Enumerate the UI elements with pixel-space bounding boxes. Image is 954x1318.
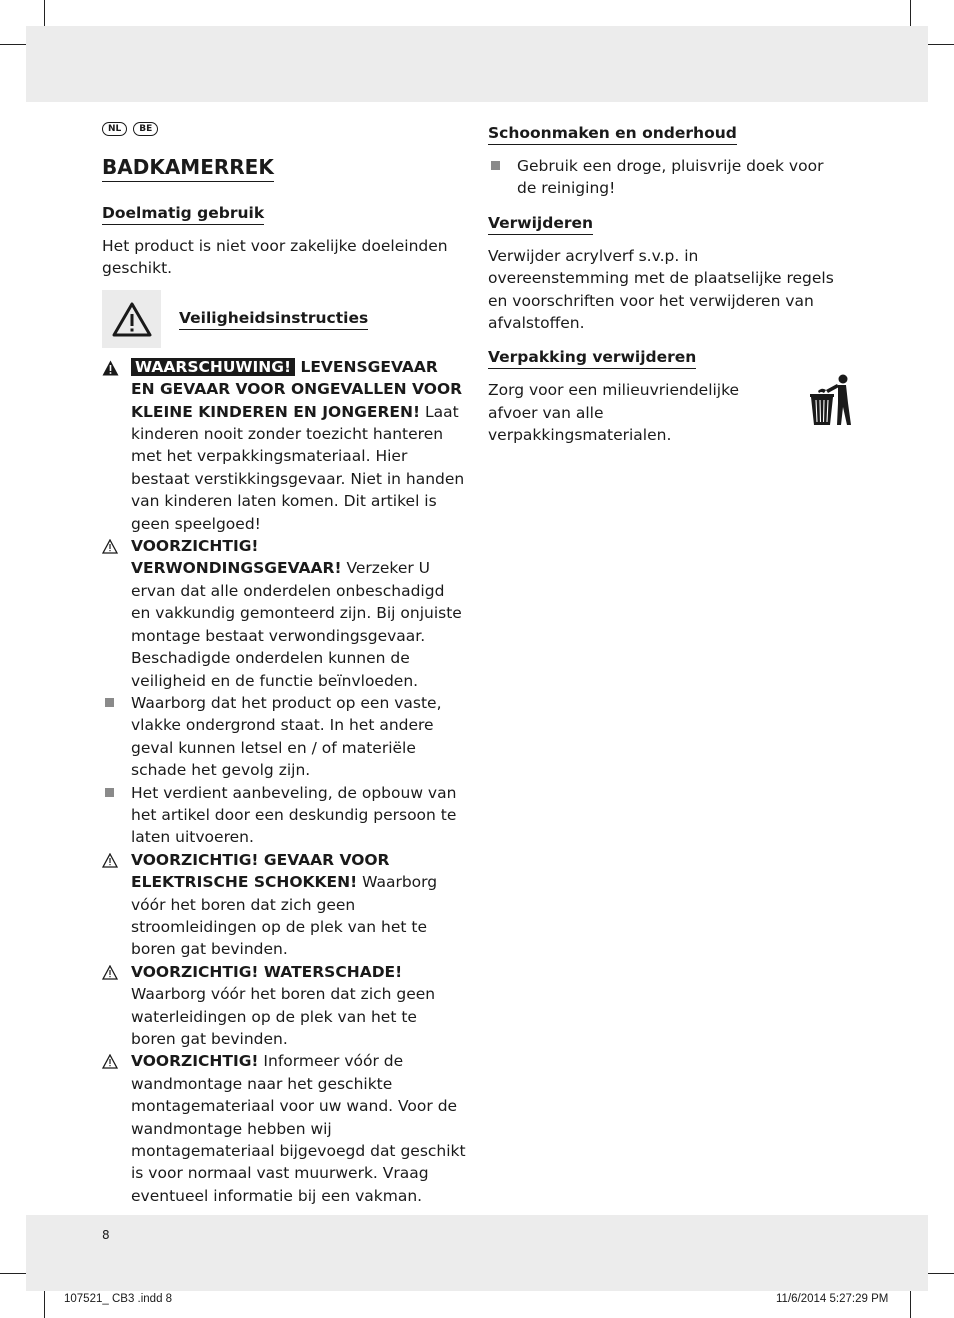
caution-triangle-icon <box>102 853 118 868</box>
square-bullet-icon <box>491 161 500 170</box>
packaging-heading: Verpakking verwijderen <box>488 347 696 369</box>
right-column <box>488 122 840 447</box>
caution-bold-text: VOORZICHTIG! WATERSCHADE! <box>131 962 403 981</box>
caution-item <box>102 535 466 692</box>
cleaning-text: Gebruik een droge, pluisvrije doek voor de reiniging! <box>517 157 824 198</box>
caution-item <box>102 961 466 1051</box>
crop-mark <box>928 44 954 45</box>
intended-use-heading: Doelmatig gebruik <box>102 203 264 225</box>
bullet-item <box>102 692 466 782</box>
caution-triangle-icon <box>102 539 118 554</box>
print-slug-file: 107521_ CB3 .indd 8 <box>64 1293 173 1305</box>
warning-text: Laat kinderen nooit zonder toezicht hanteren met het verpakkingsmateriaal. Hier bestaat verstikkingsgevaar. Niet in handen van kinderen laten komen. Dit artikel is geen speelgoed! <box>131 402 465 533</box>
crop-mark <box>928 1273 954 1274</box>
crop-mark <box>0 1273 26 1274</box>
caution-bold-text: VOORZICHTIG! GEVAAR VOOR ELEKTRISCHE SCHOKKEN! <box>131 850 390 892</box>
warning-filled-icon <box>102 360 119 376</box>
packaging-block <box>488 379 840 446</box>
safety-heading: Veiligheidsinstructies <box>179 308 368 330</box>
caution-bold-text: VOORZICHTIG! VERWONDINGSGEVAAR! <box>131 537 342 578</box>
caution-triangle-icon <box>102 1054 118 1069</box>
waste-bin-person-icon <box>808 373 852 427</box>
lang-badge-be: BE <box>133 122 158 136</box>
disposal-heading: Verwijderen <box>488 213 593 235</box>
language-badges <box>102 122 466 136</box>
caution-text: Informeer vóór de wandmontage naar het geschikte montagemateriaal voor uw wand. Voor de wandmontage hebben wij montagemateriaal bijgevoegd dat geschikt is voor normaal vast muurwerk. Vraag eventueel informatie bij een vakman. <box>131 1052 466 1205</box>
bullet-item <box>102 782 466 849</box>
page-number: 8 <box>102 1228 110 1242</box>
cleaning-item <box>488 155 840 200</box>
disposal-text: Verwijder acrylverf s.v.p. in overeenstemming met de plaatselijke regels en voorschriften voor het verwijderen van afvalstoffen. <box>488 246 834 333</box>
square-bullet-icon <box>105 788 114 797</box>
warning-bold-text: LEVENSGEVAAR EN GEVAAR VOOR ONGEVALLEN VOOR KLEINE KINDEREN EN JONGEREN! <box>131 357 463 421</box>
lang-badge-nl: NL <box>102 122 127 136</box>
caution-text: Waarborg vóór het boren dat zich geen stroomleidingen op de plek van het te boren gat bevinden. <box>131 873 438 959</box>
caution-text: Waarborg vóór het boren dat zich geen waterleidingen op de plek van het te boren gat bevinden. <box>131 985 436 1048</box>
caution-item <box>102 849 466 961</box>
crop-mark <box>44 1291 45 1318</box>
cleaning-heading: Schoonmaken en onderhoud <box>488 123 737 145</box>
square-bullet-icon <box>105 698 114 707</box>
left-column <box>102 122 466 1207</box>
safety-header <box>102 290 466 348</box>
crop-mark <box>0 44 26 45</box>
caution-bold-text: VOORZICHTIG! <box>131 1052 259 1071</box>
warning-triangle-icon <box>102 290 161 348</box>
caution-triangle-icon <box>102 965 118 980</box>
caution-item <box>102 1050 466 1207</box>
print-slug-date: 11/6/2014 5:27:29 PM <box>776 1293 889 1305</box>
crop-mark <box>910 0 911 26</box>
top-gray-band <box>26 26 928 102</box>
page-title: BADKAMERREK <box>102 154 274 182</box>
warning-item <box>102 356 466 535</box>
bullet-text: Het verdient aanbeveling, de opbouw van het artikel door een deskundig persoon te laten uitvoeren. <box>131 783 457 847</box>
bullet-text: Waarborg dat het product op een vaste, vlakke ondergrond staat. In het andere geval kunnen letsel en / of materiële schade het gevolg zijn. <box>131 693 442 780</box>
intended-use-text: Het product is niet voor zakelijke doeleinden geschikt. <box>102 237 448 278</box>
caution-text: Verzeker U ervan dat alle onderdelen onbeschadigd en vakkundig gemonteerd zijn. Bij onjuiste montage bestaat verwondingsgevaar. Beschadigde onderdelen kunnen de veiligheid en de functie beïnvloeden. <box>131 559 462 690</box>
crop-mark <box>910 1291 911 1318</box>
packaging-text: Zorg voor een milieuvriendelijke afvoer van alle verpakkingsmaterialen. <box>488 381 740 445</box>
warning-badge: WAARSCHUWING! <box>131 358 295 376</box>
bottom-gray-band <box>26 1215 928 1291</box>
crop-mark <box>44 0 45 26</box>
